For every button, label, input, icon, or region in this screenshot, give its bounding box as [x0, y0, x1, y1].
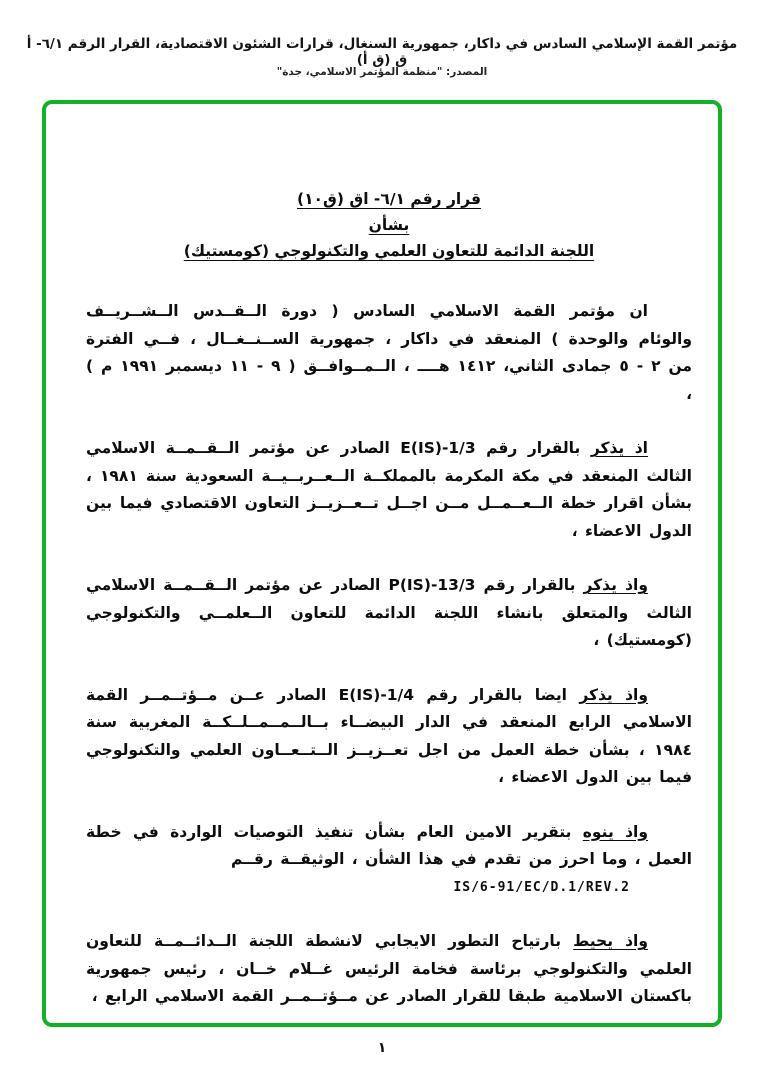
- paragraph-lead: واذ ينوه: [582, 822, 648, 841]
- paragraph-lead: واذ يذكر: [583, 576, 648, 594]
- document-header-line: مؤتمر القمة الإسلامي السادس في داكار، جمهورية السنغال، قرارات الشئون الاقتصادية، القرار الرقم ٦/١- أ ق (ق أ): [26, 36, 738, 68]
- paragraph-text: بالقرار رقم 13/3-P(IS) الصادر عن مؤتمر الــقــمــة الاسلامي الثالث والمتعلق بانشاء اللجنة الدائمة للتعاون الــعلمــي والتكنولوجي (كومستيك) ،: [86, 576, 692, 649]
- document-reference-number: IS/6-91/EC/D.1/REV.2: [453, 879, 630, 895]
- page-number: ١: [377, 1040, 387, 1056]
- paragraph-recalling-1: [86, 435, 692, 545]
- paragraph-text: بتقرير الامين العام بشأن تنفيذ التوصيات الواردة في خطة العمل ، وما احرز من تقدم في هذا الشأن ، الوثيقــة رقــم: [86, 822, 692, 868]
- paragraph-text: بالقرار رقم 1/3-E(IS) الصادر عن مؤتمر الــقــمــة الاسلامي الثالث المنعقد في مكة المكرمة بالمملكــة الــعــربــيــة السعودية سنة ١٩٨١ ، بشأن اقرار خطة الــعــمــل مــن اجــل تــعــزيــز التعاون الاقتصادي فيما بين الدول الاعضاء ،: [86, 439, 692, 540]
- paragraph-text: ان مؤتمر القمة الاسلامي السادس ( دورة الــقــدس الــشــريــف والوئام والوحدة ) المنعقد في داكار ، جمهورية الســنــغــال ، فــي الفترة من ٢ - ٥ جمادى الثاني، ١٤١٢ هــــ ، الــمــوافــق ( ٩ - ١١ ديسمبر ١٩٩١ م ) ،: [86, 302, 693, 403]
- paragraph-lead: واذ يحيط: [573, 932, 648, 950]
- paragraph-recalling-2: [86, 572, 692, 655]
- resolution-title-block: [86, 186, 692, 264]
- title-subject: اللجنة الدائمة للتعاون العلمي والتكنولوجي (كومستيك): [183, 242, 595, 260]
- paragraph-lead: اذ يذكر: [590, 439, 648, 457]
- scan-frame-border: [42, 100, 722, 1027]
- paragraph-text: ايضا بالقرار رقم 1/4-E(IS) الصادر عــن مــؤتــمــر القمة الاسلامي الرابع المنعقد في الدار البيضــاء بــالــمــمــلــكــة المغربية سنة ١٩٨٤ ، بشأن خطة العمل من اجل تعــزيــز الــتــعــاون العلمي والتكنولوجي فيما بين الدول الاعضاء ،: [86, 685, 692, 786]
- resolution-number-title: قرار رقم ٦/١- اق (ق١٠): [297, 190, 481, 208]
- source-attribution-line: المصدر: "منظمة المؤتمر الاسلامي، جدة": [276, 66, 488, 78]
- title-regarding: بشأن: [368, 216, 410, 234]
- paragraph-preamble: [86, 298, 692, 408]
- paragraph-lead: واذ يذكر: [579, 685, 648, 704]
- paragraph-text: بارتياح التطور الايجابي لانشطة اللجنة الــدائــمــة للتعاون العلمي والتكنولوجي برئاسة فخامة الرئيس غــلام خــان ، رئيس جمهورية باكستان الاسلامية طبقا للقرار الصادر عن مــؤتــمــر القمة الاسلامي الرابع ،: [86, 932, 692, 1005]
- paragraph-recalling-3: [86, 682, 692, 792]
- paragraph-noting: [86, 819, 692, 874]
- paragraph-taking-note: [86, 928, 692, 1011]
